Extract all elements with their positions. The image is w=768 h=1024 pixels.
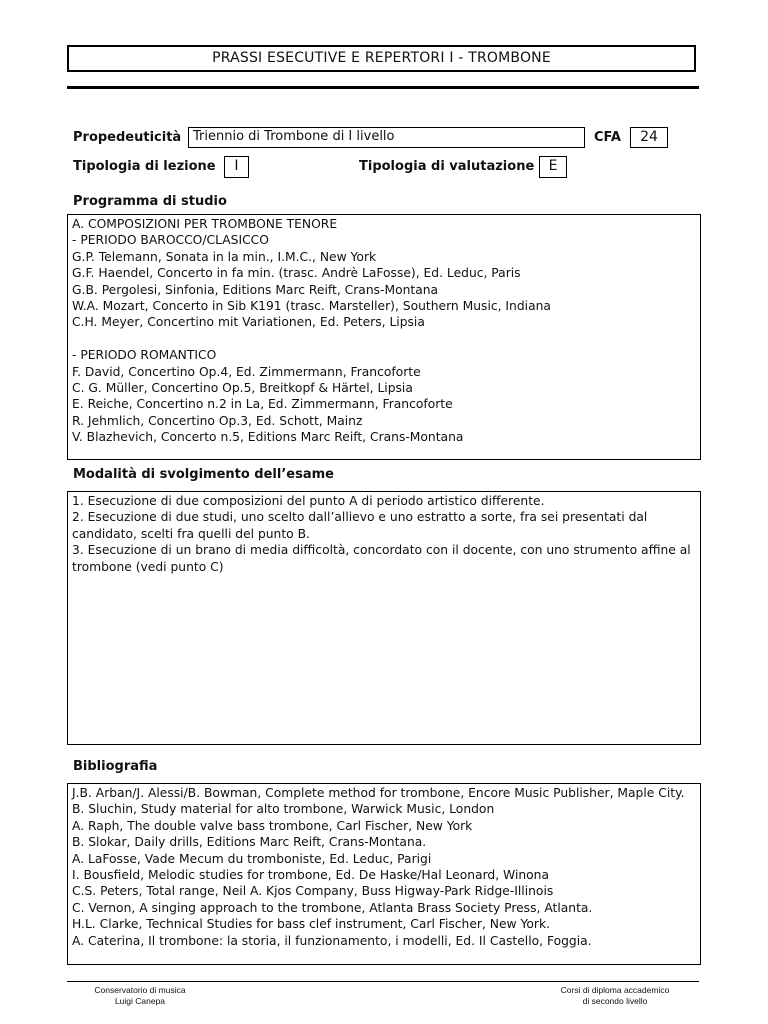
text-line: E. Reiche, Concertino n.2 in La, Ed. Zimmermann, Francoforte [72, 397, 453, 412]
text-line: 3. Esecuzione di un brano di media difficoltà, concordato con il docente, con uno strumento affine al trombone (vedi punto C) [72, 543, 695, 574]
tipologia-lezione-value: I [224, 156, 249, 178]
tipologia-valutazione-label: Tipologia di valutazione [359, 159, 535, 174]
text-line: C.S. Peters, Total range, Neil A. Kjos Company, Buss Higway-Park Ridge-Illinois [72, 884, 554, 899]
programma-label: Programma di studio [73, 194, 227, 209]
footer-right-line: Corsi di diploma accademico [560, 985, 670, 995]
text-line: V. Blazhevich, Concerto n.5, Editions Marc Reift, Crans-Montana [72, 430, 464, 445]
text-line: B. Slokar, Daily drills, Editions Marc Reift, Crans-Montana. [72, 835, 427, 850]
esame-box [67, 491, 701, 745]
text-line: A. LaFosse, Vade Mecum du tromboniste, Ed. Leduc, Parigi [72, 851, 432, 866]
text-line: A. Raph, The double valve bass trombone, Carl Fischer, New York [72, 818, 473, 833]
text-line: W.A. Mozart, Concerto in Sib K191 (trasc. Marsteller), Southern Music, Indiana [72, 299, 551, 314]
footer-right-line: di secondo livello [582, 996, 648, 1006]
propedeuticita-label: Propedeuticità [73, 130, 182, 145]
footer-right [545, 985, 685, 1007]
bibliografia-box [67, 783, 701, 965]
cfa-label: CFA [594, 130, 621, 145]
text-line: A. COMPOSIZIONI PER TROMBONE TENORE [72, 217, 338, 231]
text-line: I. Bousfield, Melodic studies for trombone, Ed. De Haske/Hal Leonard, Winona [72, 868, 550, 883]
text-line: - PERIODO ROMANTICO [72, 348, 217, 363]
text-line: R. Jehmlich, Concertino Op.3, Ed. Schott, Mainz [72, 413, 363, 428]
text-line: C. G. Müller, Concertino Op.5, Breitkopf & Härtel, Lipsia [72, 381, 413, 396]
text-line: G.P. Telemann, Sonata in la min., I.M.C., New York [72, 249, 377, 264]
footer-left-line: Luigi Canepa [114, 996, 166, 1006]
tipologia-valutazione-value: E [539, 156, 567, 178]
text-line: G.B. Pergolesi, Sinfonia, Editions Marc Reift, Crans-Montana [72, 282, 439, 297]
text-line: C.H. Meyer, Concertino mit Variationen, Ed. Peters, Lipsia [72, 315, 425, 330]
tipologia-lezione-label: Tipologia di lezione [73, 159, 216, 174]
programma-box [67, 214, 701, 460]
footer-left [85, 985, 195, 1007]
text-line: 2. Esecuzione di due studi, uno scelto dall’allievo e uno estratto a sorte, fra sei presentati dal candidato, scelti fra quelli del punto B. [72, 510, 652, 541]
cfa-value: 24 [630, 127, 668, 148]
text-line: F. David, Concertino Op.4, Ed. Zimmermann, Francoforte [72, 364, 421, 379]
text-line: H.L. Clarke, Technical Studies for bass clef instrument, Carl Fischer, New York. [72, 917, 551, 932]
esame-label: Modalità di svolgimento dell’esame [73, 467, 334, 482]
bibliografia-label: Bibliografia [73, 759, 158, 774]
text-line: J.B. Arban/J. Alessi/B. Bowman, Complete method for trombone, Encore Music Publisher, Maple City. [72, 786, 685, 800]
text-line: 1. Esecuzione di due composizioni del punto A di periodo artistico differente. [72, 494, 545, 508]
page-title: PRASSI ESECUTIVE E REPERTORI I - TROMBONE [67, 45, 696, 72]
text-line [72, 331, 696, 347]
text-line: C. Vernon, A singing approach to the trombone, Atlanta Brass Society Press, Atlanta. [72, 900, 593, 915]
text-line: A. Caterina, Il trombone: la storia, il funzionamento, i modelli, Ed. Il Castello, Foggia. [72, 933, 592, 948]
propedeuticita-value: Triennio di Trombone di I livello [188, 127, 585, 148]
text-line: - PERIODO BAROCCO/CLASICCO [72, 233, 269, 248]
title-divider [67, 86, 699, 89]
footer-divider [67, 981, 699, 982]
footer-left-line: Conservatorio di musica [94, 985, 186, 995]
text-line: B. Sluchin, Study material for alto trombone, Warwick Music, London [72, 802, 495, 817]
text-line: G.F. Haendel, Concerto in fa min. (trasc. Andrè LaFosse), Ed. Leduc, Paris [72, 266, 521, 281]
